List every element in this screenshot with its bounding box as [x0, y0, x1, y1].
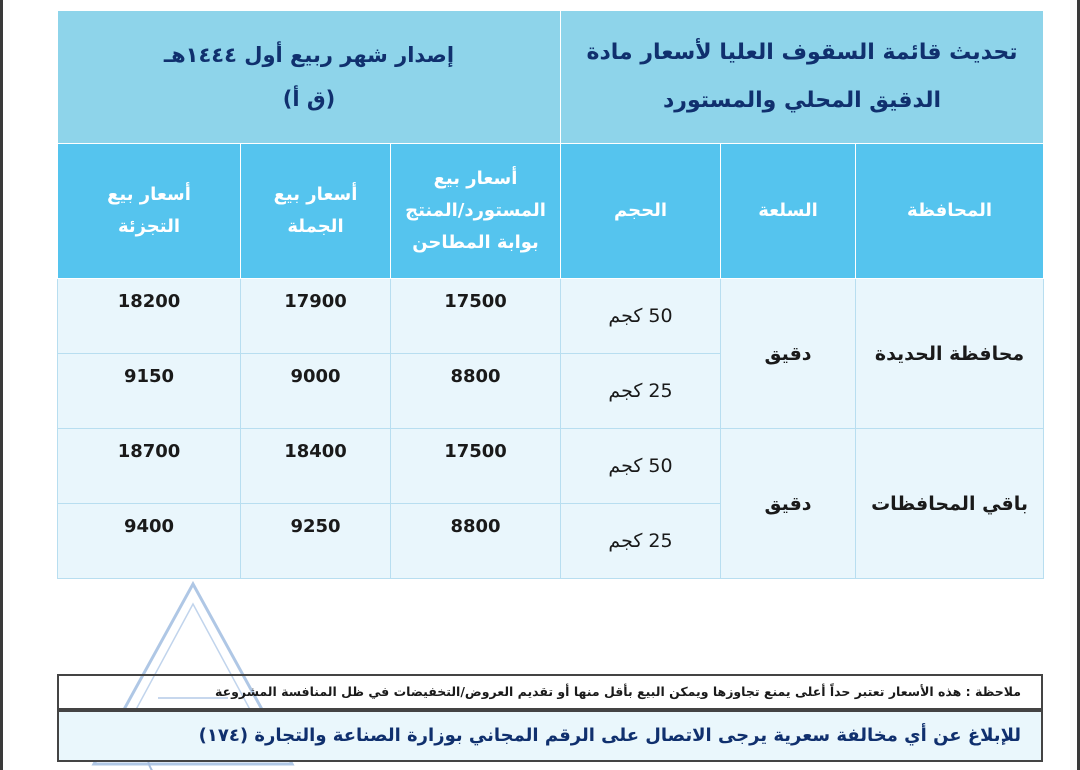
- retail-price-cell: 9150: [58, 354, 241, 429]
- table-row: [58, 279, 1044, 354]
- col-header-province: المحافظة: [856, 144, 1044, 279]
- retail-price-cell: 18200: [58, 279, 241, 354]
- col-header-size: الحجم: [561, 144, 721, 279]
- importer-price-cell: 17500: [391, 429, 561, 504]
- table-title-left: [58, 11, 561, 144]
- issue-code: (ق أ): [282, 87, 336, 111]
- col-header-retail: [58, 144, 241, 279]
- title-line-1: تحديث قائمة السقوف العليا لأسعار مادة: [586, 40, 1018, 65]
- price-ceiling-table: [57, 10, 1044, 579]
- col-header-importer-line3: بوابة المطاحن: [412, 232, 539, 253]
- importer-price-cell: 17500: [391, 279, 561, 354]
- size-cell: 50 كجم: [561, 279, 721, 354]
- wholesale-price-cell: 17900: [241, 279, 391, 354]
- size-cell: 25 كجم: [561, 354, 721, 429]
- table-title-right: [561, 11, 1044, 144]
- title-line-2: الدقيق المحلي والمستورد: [663, 88, 942, 113]
- size-cell: 50 كجم: [561, 429, 721, 504]
- issue-date: إصدار شهر ربيع أول ١٤٤٤هـ: [163, 43, 455, 67]
- col-header-importer: [391, 144, 561, 279]
- col-header-importer-line2: المستورد/المنتج: [405, 200, 546, 221]
- retail-price-cell: 18700: [58, 429, 241, 504]
- table-row: [58, 429, 1044, 504]
- retail-price-cell: 9400: [58, 504, 241, 579]
- col-header-importer-line1: أسعار بيع: [433, 168, 518, 189]
- col-header-retail-line2: التجزئة: [117, 216, 181, 237]
- col-header-wholesale-line1: أسعار بيع: [273, 184, 358, 205]
- report-hotline-box: للإبلاغ عن أي مخالفة سعرية يرجى الاتصال على الرقم المجاني بوزارة الصناعة والتجارة (١٧٤): [57, 710, 1043, 762]
- commodity-cell: دقيق: [721, 279, 856, 429]
- note-box: ملاحظة : هذه الأسعار تعتبر حداً أعلى يمنع تجاوزها ويمكن البيع بأقل منها أو تقديم العروض/التخفيضات في ظل المنافسة المشروعة: [57, 674, 1043, 710]
- wholesale-price-cell: 9250: [241, 504, 391, 579]
- col-header-wholesale-line2: الجملة: [287, 216, 344, 237]
- size-cell: 25 كجم: [561, 504, 721, 579]
- province-cell: محافظة الحديدة: [856, 279, 1044, 429]
- col-header-commodity: السلعة: [721, 144, 856, 279]
- commodity-cell: دقيق: [721, 429, 856, 579]
- col-header-wholesale: [241, 144, 391, 279]
- col-header-retail-line1: أسعار بيع: [107, 184, 191, 205]
- importer-price-cell: 8800: [391, 354, 561, 429]
- page-border-left: [0, 0, 3, 770]
- importer-price-cell: 8800: [391, 504, 561, 579]
- wholesale-price-cell: 18400: [241, 429, 391, 504]
- wholesale-price-cell: 9000: [241, 354, 391, 429]
- province-cell: باقي المحافظات: [856, 429, 1044, 579]
